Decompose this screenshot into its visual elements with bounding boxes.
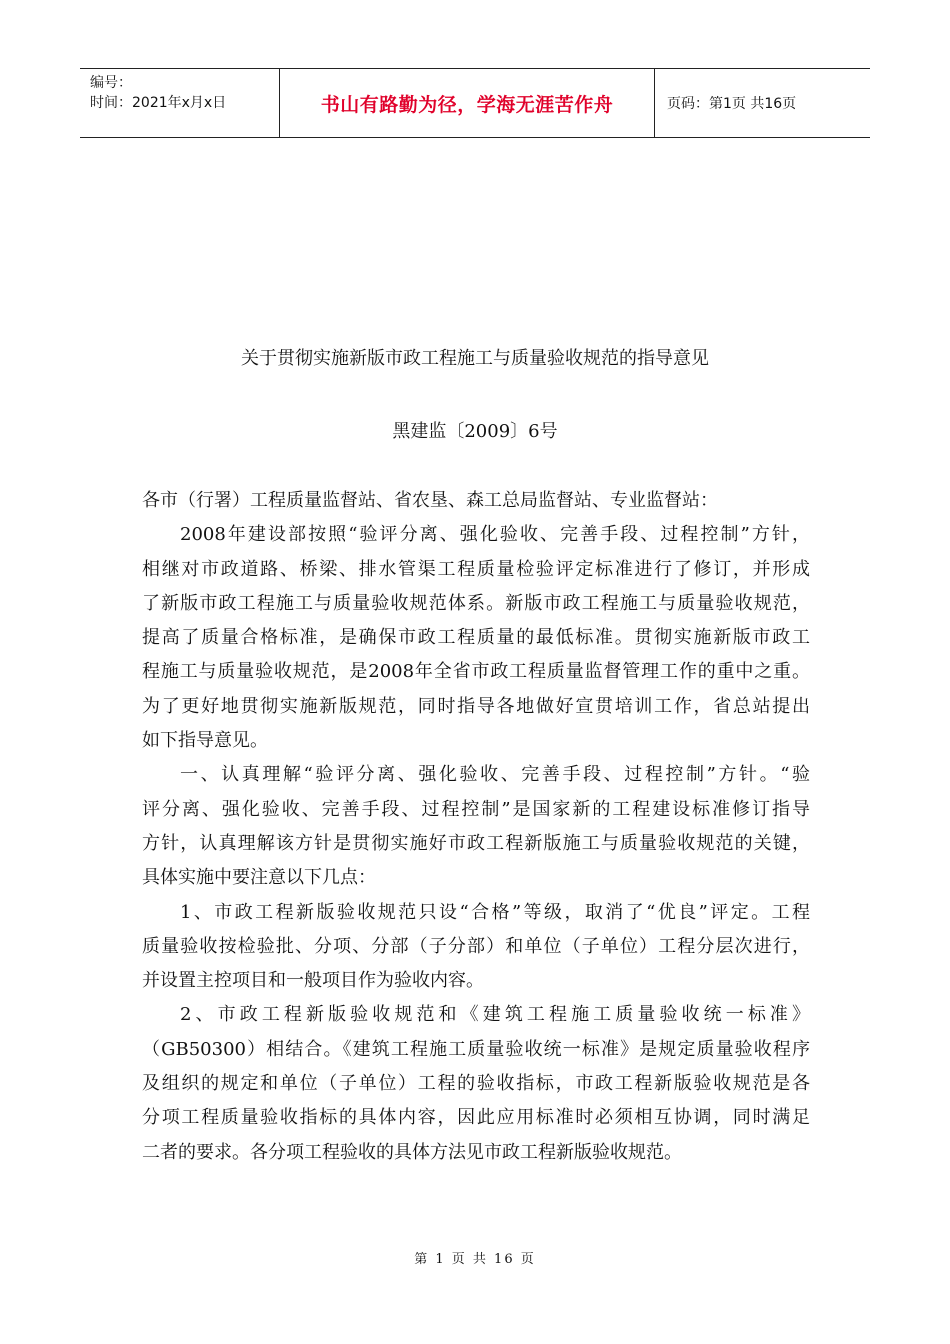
header-meta [80, 69, 280, 137]
document-time-label: 时间：2021年x月x日 [90, 95, 227, 111]
document-body [142, 484, 810, 1170]
text-line: 提高了质量合格标准，是确保市政工程质量的最低标准。贯彻实施新版市政工 [142, 627, 810, 649]
page-header [80, 68, 870, 138]
document-number-label: 编号： [90, 75, 132, 91]
text-line: 为了更好地贯彻实施新版规范，同时指导各地做好宣贯培训工作，省总站提出 [142, 695, 810, 717]
document-title: 关于贯彻实施新版市政工程施工与质量验收规范的指导意见 [241, 348, 709, 369]
text-line: 分项工程质量验收指标的具体内容，因此应用标准时必须相互协调，同时满足 [142, 1107, 810, 1129]
header-page-info: 页码：第1页 共16页 [667, 96, 797, 112]
text-line: 了新版市政工程施工与质量验收规范体系。新版市政工程施工与质量验收规范， [142, 592, 810, 614]
text-line: 程施工与质量验收规范，是2008年全省市政工程质量监督管理工作的重中之重。 [142, 661, 810, 683]
text-line: 方针，认真理解该方针是贯彻实施好市政工程新版施工与质量验收规范的关键， [142, 832, 810, 854]
text-line: 各市（行署）工程质量监督站、省农垦、森工总局监督站、专业监督站： [142, 490, 718, 511]
text-line: 2008年建设部按照“验评分离、强化验收、完善手段、过程控制”方针， [180, 524, 810, 546]
document-number: 黑建监〔2009〕6号 [392, 421, 558, 442]
text-line: 及组织的规定和单位（子单位）工程的验收指标，市政工程新版验收规范是各 [142, 1073, 810, 1095]
text-line: 质量验收按检验批、分项、分部（子分部）和单位（子单位）工程分层次进行， [142, 935, 810, 957]
text-line: 评分离、强化验收、完善手段、过程控制”是国家新的工程建设标准修订指导 [142, 798, 810, 820]
text-line: 具体实施中要注意以下几点： [142, 867, 376, 889]
text-line: 相继对市政道路、桥梁、排水管渠工程质量检验评定标准进行了修订，并形成 [142, 558, 810, 580]
page-footer: 第 1 页 共 16 页 [414, 1252, 536, 1267]
text-line: 1、市政工程新版验收规范只设“合格”等级，取消了“优良”评定。工程 [180, 901, 810, 923]
text-line: （GB50300）相结合。《建筑工程施工质量验收统一标准》是规定质量验收程序 [142, 1038, 810, 1060]
text-line: 如下指导意见。 [142, 730, 268, 752]
text-line: 二者的要求。各分项工程验收的具体方法见市政工程新版验收规范。 [142, 1141, 682, 1163]
header-motto: 书山有路勤为径，学海无涯苦作舟 [280, 69, 655, 137]
text-line: 一、认真理解“验评分离、强化验收、完善手段、过程控制”方针。“验 [180, 764, 810, 786]
text-line: 并设置主控项目和一般项目作为验收内容。 [142, 970, 484, 992]
text-line: 2、市政工程新版验收规范和《建筑工程施工质量验收统一标准》 [180, 1004, 810, 1026]
